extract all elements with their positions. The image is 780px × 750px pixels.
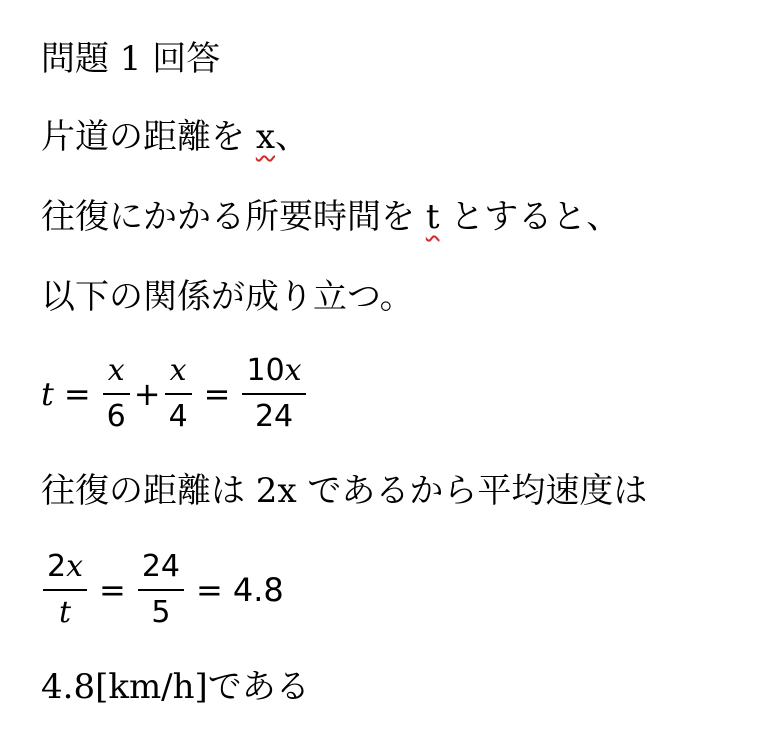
- text-line-distance: [41, 116, 309, 158]
- eq2-fraction-1-numerator-coef: 2: [47, 549, 67, 584]
- eq2-result: 4.8: [232, 571, 284, 609]
- eq2-fraction-2: [138, 548, 184, 632]
- variable-t-spellcheck: t: [425, 197, 440, 237]
- eq2-equals-2: =: [196, 571, 223, 609]
- eq1-equals-2: =: [203, 375, 231, 413]
- variable-x-spellcheck: x: [255, 117, 275, 157]
- eq1-fraction-3-bar: [242, 393, 305, 395]
- text-line-distance-text: 片道の距離を: [41, 117, 256, 157]
- text-line-distance-suffix: 、: [275, 117, 309, 157]
- eq1-lhs: t: [41, 375, 54, 413]
- answer-line: 4.8[km/h]である: [41, 667, 310, 707]
- eq2-fraction-2-numerator: 24: [141, 549, 181, 584]
- text-line-relation: 以下の関係が成り立つ。: [41, 277, 414, 317]
- eq1-plus: +: [133, 375, 161, 413]
- eq2-fraction-1-numerator: [43, 548, 87, 586]
- eq2-fraction-1: [43, 548, 87, 632]
- eq1-fraction-1-bar: [103, 393, 130, 395]
- eq1-fraction-1: [103, 352, 130, 436]
- text-line-time-suffix: とすると、: [439, 197, 621, 237]
- eq2-fraction-1-denominator: [55, 594, 75, 632]
- eq1-fraction-2-bar: [165, 393, 192, 395]
- eq2-fraction-2-denominator: 5: [151, 595, 171, 630]
- eq1-fraction-2-denominator: 4: [168, 399, 188, 434]
- eq1-fraction-3-numerator-coef: 10: [246, 353, 285, 388]
- eq1-fraction-2-numerator-var: x: [169, 353, 187, 388]
- equation-time: [41, 352, 308, 436]
- page-title: 問題 1 回答: [41, 39, 221, 79]
- eq2-equals-1: =: [99, 571, 126, 609]
- eq1-fraction-2: [165, 352, 192, 436]
- text-line-time-text: 往復にかかる所要時間を: [41, 197, 426, 237]
- eq1-fraction-3-denominator: 24: [254, 399, 294, 434]
- eq1-fraction-1-denominator: 6: [106, 399, 126, 434]
- eq1-fraction-3-numerator-var: x: [284, 353, 302, 388]
- text-line-speed: 往復の距離は 2x であるから平均速度は: [41, 471, 648, 511]
- eq1-fraction-1-numerator-var: x: [107, 353, 125, 388]
- eq2-fraction-2-bar: [138, 589, 184, 591]
- eq1-fraction-3: [242, 352, 305, 436]
- eq2-fraction-1-bar: [43, 589, 87, 591]
- eq2-fraction-1-numerator-var: x: [66, 549, 84, 584]
- eq1-fraction-3-numerator: [242, 352, 305, 390]
- eq1-fraction-2-numerator: [166, 352, 191, 390]
- eq1-fraction-1-numerator: [104, 352, 129, 390]
- text-line-time: [41, 196, 620, 238]
- eq2-fraction-1-denominator-var: t: [58, 595, 72, 630]
- eq1-equals-1: =: [63, 375, 91, 413]
- equation-speed: [41, 548, 284, 632]
